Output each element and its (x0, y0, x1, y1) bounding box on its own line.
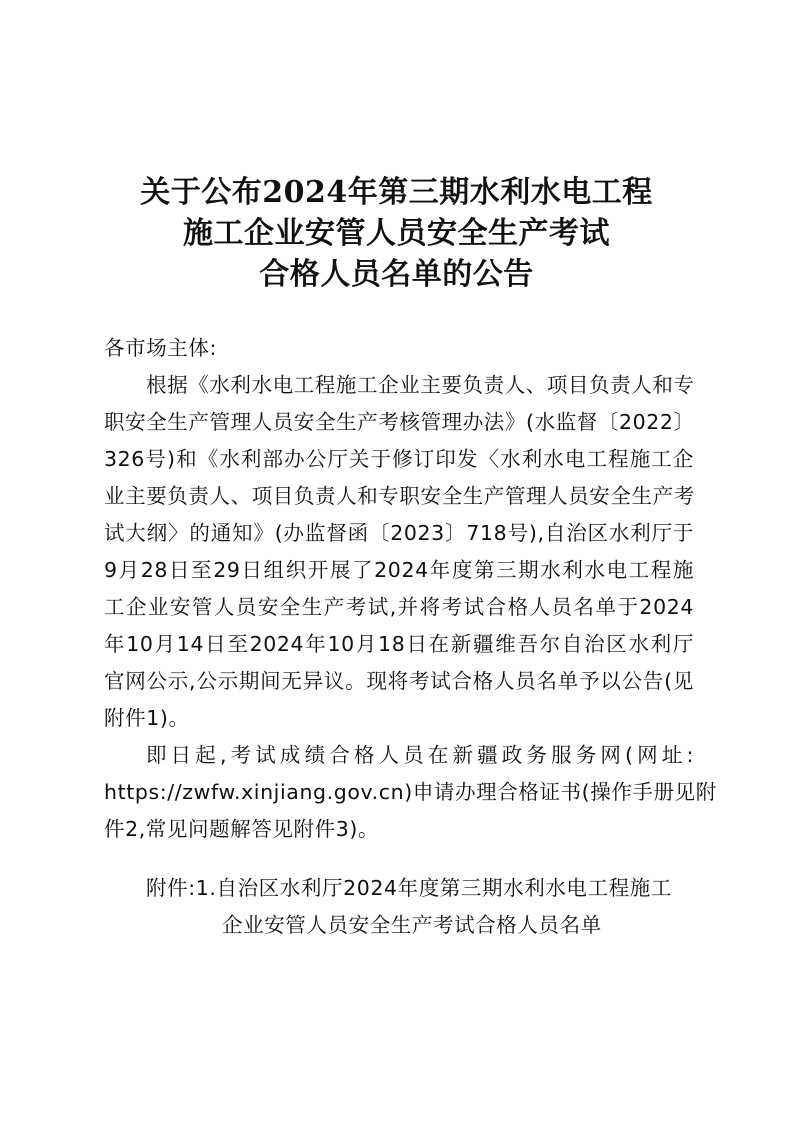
paragraph-line: 业主要负责人、项目负责人和专职安全生产管理人员安全生产考 (104, 484, 695, 508)
document-title (90, 172, 703, 295)
title-line-2: 施工企业安管人员安全生产考试 (183, 216, 610, 251)
paragraph-basis (104, 367, 694, 737)
paragraph-line: 326号)和《水利部办公厅关于修订印发〈水利水电工程施工企 (104, 447, 694, 471)
paragraph-line: https://zwfw.xinjiang.gov.cn)申请办理合格证书(操作手册见附 (104, 780, 717, 804)
paragraph-line: 职安全生产管理人员安全生产考核管理办法》(水监督〔2022〕 (104, 410, 695, 434)
paragraph-line: 年10月14日至2024年10月18日在新疆维吾尔自治区水利厅 (104, 632, 694, 656)
paragraph-line: 根据《水利水电工程施工企业主要负责人、项目负责人和专 (146, 373, 695, 397)
attachment-list (104, 870, 694, 944)
paragraph-line: 官网公示,公示期间无异议。现将考试合格人员名单予以公告(见 (104, 669, 694, 693)
paragraph-line: 附件1)。 (104, 706, 190, 730)
salutation: 各市场主体: (104, 336, 218, 360)
document-body (104, 330, 717, 944)
paragraph-line: 件2,常见问题解答见附件3)。 (104, 817, 380, 841)
attachment-line-1: 附件:1.自治区水利厅2024年度第三期水利水电工程施工 (146, 876, 672, 900)
paragraph-line: 试大纲〉的通知》(办监督函〔2023〕718号),自治区水利厅于 (104, 521, 694, 545)
attachment-line-2: 企业安管人员安全生产考试合格人员名单 (222, 913, 602, 937)
paragraph-line: 即日起,考试成绩合格人员在新疆政务服务网(网址: (146, 743, 694, 767)
title-line-3: 合格人员名单的公告 (259, 257, 534, 292)
paragraph-spacer (104, 848, 694, 870)
paragraph-line: 工企业安管人员安全生产考试,并将考试合格人员名单于2024 (104, 595, 694, 619)
paragraph-line: 9月28日至29日组织开展了2024年度第三期水利水电工程施 (104, 558, 694, 582)
title-line-1: 关于公布2024年第三期水利水电工程 (140, 175, 653, 210)
paragraph-certificate (104, 737, 717, 848)
